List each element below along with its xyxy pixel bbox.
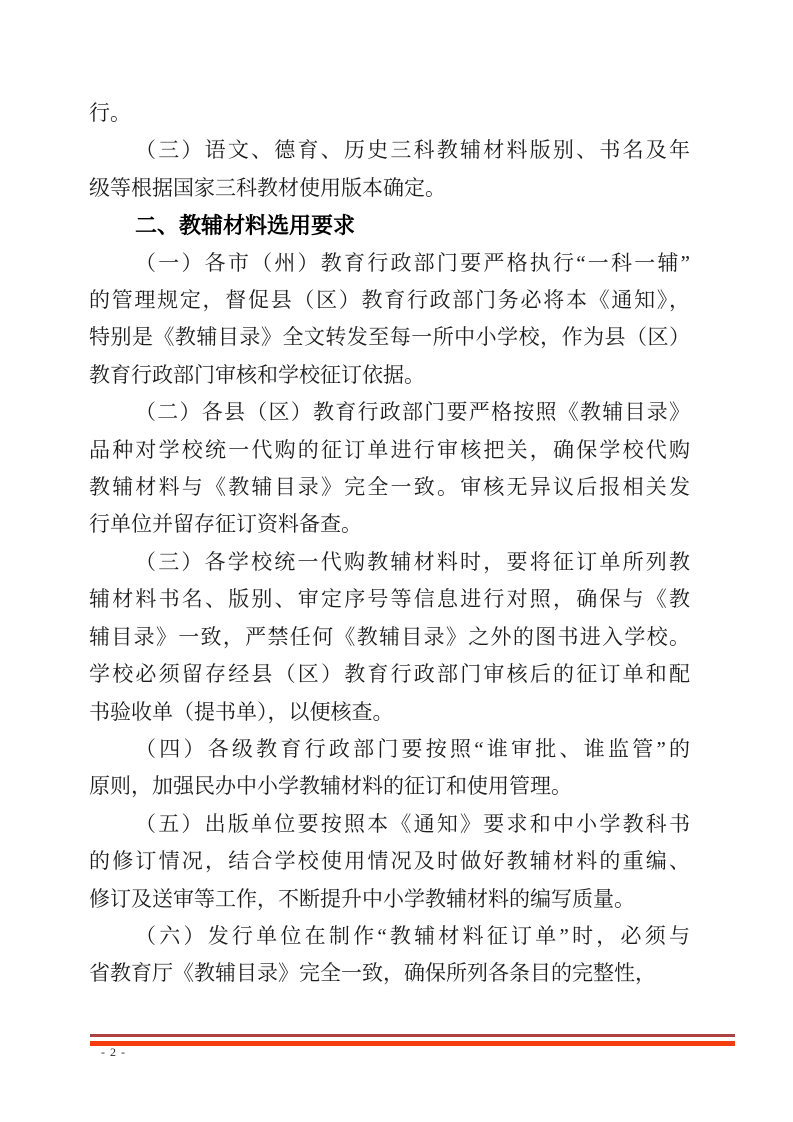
text-line: 学校必须留存经县（区）教育行政部门审核后的征订单和配 [89,662,690,687]
text-line: 的管理规定，督促县（区）教育行政部门务必将本《通知》， [89,288,690,313]
paragraph [89,394,690,544]
footer-rule-bottom [90,1041,735,1046]
text-line: 教辅材料与《教辅目录》完全一致。审核无异议后报相关发 [89,475,690,500]
text-line: 原则，加强民办中小学教辅材料的征订和使用管理。 [89,774,572,799]
text-line: 省教育厅《教辅目录》完全一致，确保所列各条目的完整性， [89,961,656,986]
text-line: （二）各县（区）教育行政部门要严格按照《教辅目录》 [135,400,690,425]
paragraph [89,918,690,993]
text-line: 教育行政部门审核和学校征订依据。 [89,362,425,387]
text-line: 特别是《教辅目录》全文转发至每一所中小学校，作为县（区） [89,325,690,350]
text-line: 二、教辅材料选用要求 [135,213,356,239]
text-line: 品种对学校统一代购的征订单进行审核把关，确保学校代购 [89,437,690,462]
paragraph [89,245,690,395]
text-line: 行。 [89,101,131,125]
paragraph [89,731,690,806]
text-line: 级等根据国家三科教材使用版本确定。 [89,175,446,200]
text-line: 辅材料书名、版别、审定序号等信息进行对照，确保与《教 [89,587,690,612]
text-line: （四）各级教育行政部门要按照“谁审批、谁监管”的 [135,736,690,761]
text-line: 书验收单（提书单），以便核查。 [89,699,394,724]
document-body [89,95,690,993]
text-line: （一）各市（州）教育行政部门要严格执行“一科一辅” [135,250,690,275]
text-line: （三）语文、德育、历史三科教辅材料版别、书名及年 [135,138,690,163]
text-line: （三）各学校统一代购教辅材料时，要将征订单所列教 [135,549,690,574]
text-line: （六）发行单位在制作“教辅材料征订单”时，必须与 [135,923,690,948]
text-line: 辅目录》一致，严禁任何《教辅目录》之外的图书进入学校。 [89,624,690,649]
page-number: - 2 - [101,1045,126,1059]
footer-rule-top [90,1034,735,1037]
paragraph [89,544,690,731]
paragraph [89,132,690,207]
text-line: （五）出版单位要按照本《通知》要求和中小学教科书 [135,811,690,836]
section-heading [89,207,690,244]
text-line: 行单位并留存征订资料备查。 [89,512,362,537]
paragraph [89,95,690,132]
text-line: 修订及送审等工作，不断提升中小学教辅材料的编写质量。 [89,886,635,911]
text-line: 的修订情况，结合学校使用情况及时做好教辅材料的重编、 [89,849,690,874]
paragraph [89,806,690,918]
